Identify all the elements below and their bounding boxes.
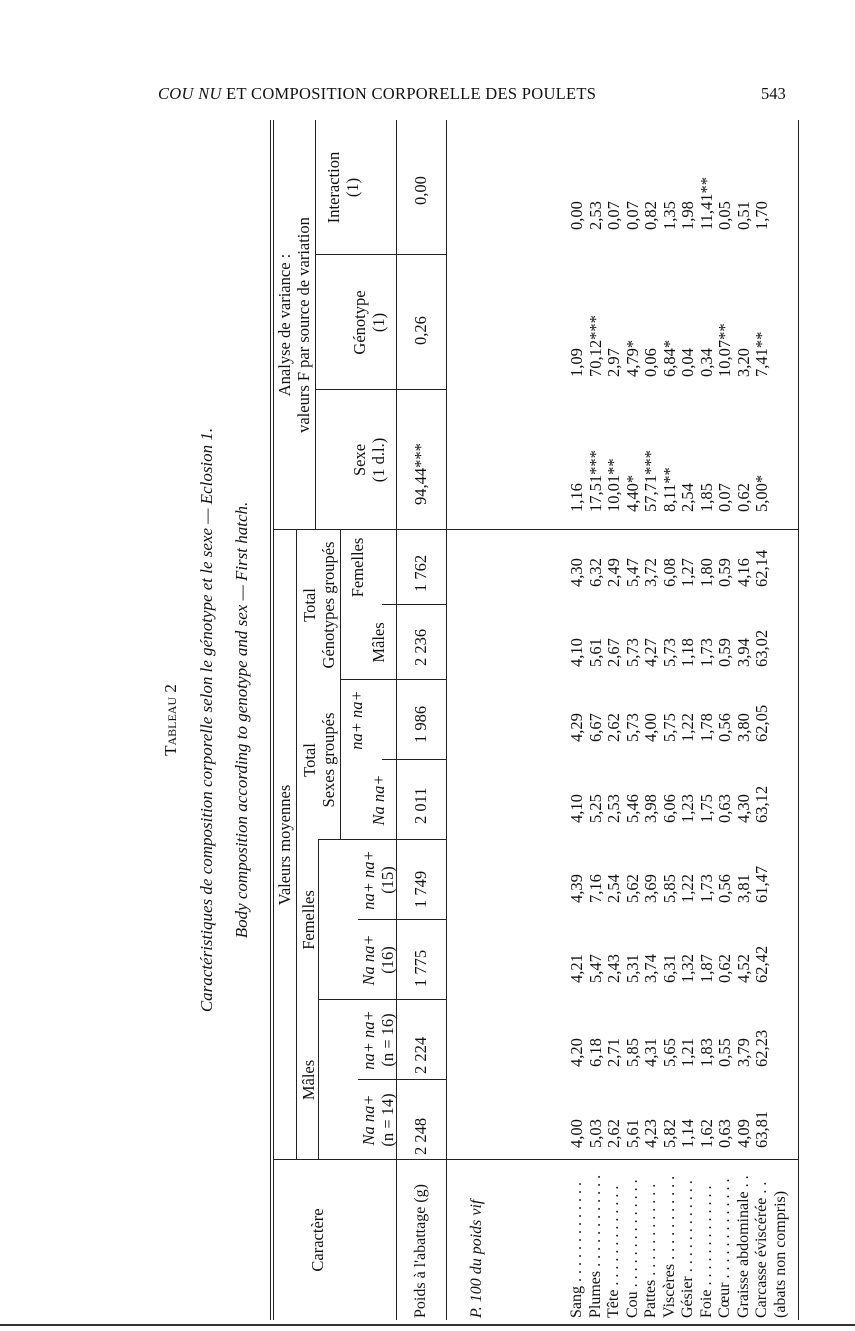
col-femelles-nana — [568, 946, 772, 983]
table-cell: 5,47 — [585, 954, 605, 983]
poids-value: 2 224 — [411, 1036, 430, 1074]
table-cell: 63,02 — [752, 629, 771, 667]
table-cell: 1,22 — [678, 874, 697, 903]
col-sexe-b: (1 d.l.) — [369, 437, 388, 483]
table-cell: 2,54 — [678, 483, 697, 512]
table-cell: 1,09 — [567, 348, 586, 377]
table-cell: 6,32 — [585, 558, 605, 587]
table-cell: 62,05 — [752, 704, 771, 742]
rule-valeurs — [296, 530, 297, 1160]
col-geno-a: Génotype — [350, 290, 369, 355]
table-cell: 5,31 — [622, 954, 642, 983]
header-total-geno-1: Total — [300, 588, 319, 622]
col-sexe-a: Sexe — [350, 443, 369, 477]
table-cell: 3,74 — [641, 954, 660, 983]
table-cell: 4,09 — [733, 1119, 753, 1148]
header-anova-2: valeurs F par source de variation — [294, 217, 313, 433]
table-cell: 4,16 — [733, 558, 753, 587]
poids-label: Poids à l'abattage (g) — [412, 1184, 429, 1318]
table-cell: 3,94 — [733, 638, 753, 667]
table-cell: 0,07 — [604, 201, 623, 230]
row-label: Foie . . . . . . . . . . . . . — [697, 1185, 715, 1318]
running-title-italic: COU NU — [158, 84, 222, 103]
table-cell: 5,73 — [622, 638, 642, 667]
col-ts2: na+ na+ — [347, 690, 366, 750]
table-cell: 3,80 — [733, 713, 753, 742]
col-total-sexes-nana2 — [568, 705, 772, 742]
table-cell: 0,07 — [715, 483, 734, 512]
vline-ts-sub — [382, 759, 446, 760]
header-males: Mâles — [299, 1059, 318, 1101]
col-m2-n: (n = 16) — [378, 1013, 397, 1067]
table-cell: 0,63 — [715, 794, 734, 823]
rule-totals — [340, 530, 341, 840]
table-cell: 5,62 — [622, 874, 642, 903]
page-bottom-rule — [0, 1324, 855, 1326]
table-cell: 5,85 — [622, 1038, 642, 1067]
rule-top — [270, 120, 271, 1320]
table-cell: 0,63 — [715, 1119, 734, 1148]
table-cell: 4,40* — [622, 474, 642, 512]
table-cell: 0,51 — [733, 201, 753, 230]
table-cell: 6,31 — [659, 954, 679, 983]
poids-value: 2 011 — [411, 787, 430, 824]
table-cell: 4,20 — [567, 1038, 586, 1067]
table-cell: 6,67 — [585, 713, 605, 742]
col-m1-n: (n = 14) — [378, 1093, 397, 1147]
col-geno-b: (1) — [369, 312, 388, 333]
table-cell: 4,21 — [567, 954, 586, 983]
table-cell: 62,42 — [752, 945, 771, 983]
table-cell: 1,23 — [678, 794, 697, 823]
table-cell: 57,71*** — [641, 450, 660, 512]
table-cell: 10,07** — [715, 323, 734, 377]
table-cell: 5,47 — [622, 558, 642, 587]
table-cell: 10,01** — [604, 458, 623, 512]
table-cell: 5,61 — [585, 638, 605, 667]
table-cell: 0,05 — [715, 201, 734, 230]
table-cell: 0,06 — [641, 348, 660, 377]
header-anova-1: Analyse de variance : — [275, 253, 294, 397]
row-label: Sang . . . . . . . . . . . . . — [568, 1182, 585, 1318]
rule-anova — [315, 120, 316, 530]
table-cell: 4,00 — [567, 1119, 586, 1148]
table-cell: 0,62 — [715, 954, 734, 983]
table-cell: 1,85 — [696, 483, 716, 512]
table-cell: 8,11** — [659, 467, 679, 512]
table-cell: 2,62 — [604, 1119, 623, 1148]
col-f2-genotype: na+ na+ — [359, 850, 378, 910]
rule-poids-bottom — [446, 120, 447, 1320]
table-cell: 2,43 — [604, 954, 623, 983]
table-cell: 3,81 — [733, 874, 753, 903]
table-cell: 4,23 — [641, 1119, 660, 1148]
poids-value: 1 762 — [411, 554, 430, 592]
table-cell: 5,46 — [622, 794, 642, 823]
table-cell: 0,62 — [733, 483, 753, 512]
table-cell: 0,56 — [715, 713, 734, 742]
table-cell: 5,73 — [622, 713, 642, 742]
col-total-geno-males — [568, 630, 772, 667]
table-cell: 0,82 — [641, 201, 660, 230]
table-cell: 4,30 — [733, 794, 753, 823]
table-cell: 4,00 — [641, 713, 660, 742]
table-cell: 1,73 — [696, 874, 716, 903]
row-label: Viscères . . . . . . . . . . . — [660, 1175, 678, 1318]
header-total-geno-2: Génotypes groupés — [319, 541, 338, 669]
table-cell: 0,00 — [567, 201, 586, 230]
rotated-table — [160, 120, 800, 1320]
poids-value: 2 248 — [411, 1117, 430, 1155]
table-cell: 0,59 — [715, 638, 734, 667]
table-cell: 5,61 — [622, 1119, 642, 1148]
table-cell: 1,62 — [696, 1119, 716, 1148]
col-f-sexe — [568, 450, 772, 512]
table-cell: 2,53 — [604, 794, 623, 823]
table-cell: 2,54 — [604, 874, 623, 903]
table-cell: 5,73 — [659, 638, 679, 667]
table-cell: 4,30 — [567, 558, 586, 587]
table-cell: 2,49 — [604, 558, 623, 587]
header-caractere: Caractère — [308, 1208, 327, 1272]
table-cell: 4,31 — [641, 1038, 660, 1067]
header-femelles: Femelles — [299, 890, 318, 950]
table-cell: 3,98 — [641, 794, 660, 823]
header-total-sexes-1: Total — [300, 743, 319, 777]
col-f1-n: (16) — [378, 946, 397, 974]
table-cell: 6,84* — [659, 339, 679, 377]
table-cell: 1,18 — [678, 638, 697, 667]
table-cell: 17,51*** — [585, 450, 605, 512]
vline-caractere — [273, 1159, 798, 1160]
col-tg2: Femelles — [348, 537, 367, 598]
row-label: Cou . . . . . . . . . . . . . . — [623, 1179, 641, 1318]
col-f-genotype — [568, 315, 772, 377]
table-cell: 6,18 — [585, 1038, 605, 1067]
table-label: Tableau 2 — [161, 684, 180, 756]
table-cell: 0,34 — [696, 348, 716, 377]
running-title — [158, 84, 596, 104]
table-cell: 5,03 — [585, 1119, 605, 1148]
poids-value: 2 236 — [411, 628, 430, 666]
poids-value: 1 986 — [411, 705, 430, 743]
col-males-nana2 — [568, 1030, 772, 1067]
table-cell: 6,08 — [659, 558, 679, 587]
col-f2-n: (15) — [378, 866, 397, 894]
col-f-interaction — [568, 177, 772, 230]
table-cell: 2,53 — [585, 201, 605, 230]
poids-value: 0,00 — [411, 176, 430, 205]
table-cell: 1,14 — [678, 1119, 697, 1148]
table-cell: 2,97 — [604, 348, 623, 377]
row-label: Cœur . . . . . . . . . . . . . — [716, 1178, 733, 1318]
rule-bottom — [798, 120, 799, 1320]
table-cell: 2,62 — [604, 713, 623, 742]
table-cell: 3,20 — [733, 348, 753, 377]
poids-value: 1 775 — [411, 949, 430, 987]
table-cell: 0,59 — [715, 558, 734, 587]
rule-top-2 — [273, 120, 274, 1320]
table-cell: 3,69 — [641, 874, 660, 903]
table-cell: 1,22 — [678, 713, 697, 742]
table-cell: 0,56 — [715, 874, 734, 903]
table-cell: 1,80 — [696, 558, 716, 587]
row-label: Gésier . . . . . . . . . . . . — [679, 1180, 696, 1318]
row-label: (abats non compris) — [771, 1190, 789, 1318]
table-cell: 2,71 — [604, 1038, 623, 1067]
table-cell: 1,21 — [678, 1038, 697, 1067]
col-femelles-nana2 — [568, 866, 772, 903]
table-cell: 5,75 — [659, 713, 679, 742]
table-cell: 1,27 — [678, 558, 697, 587]
col-m2-genotype: na+ na+ — [359, 1010, 378, 1070]
table-cell: 3,79 — [733, 1038, 753, 1067]
table-cell: 63,81 — [752, 1110, 771, 1148]
table-cell: 1,75 — [696, 794, 716, 823]
table-cell: 3,72 — [641, 558, 660, 587]
row-label: Tête . . . . . . . . . . . . . — [605, 1185, 622, 1318]
table-cell: 1,35 — [659, 201, 679, 230]
col-f1-genotype: Na na+ — [359, 934, 378, 986]
table-cell: 5,65 — [659, 1038, 679, 1067]
col-total-geno-femelles — [568, 550, 772, 587]
col-inter-a: Interaction — [324, 151, 343, 224]
table-cell: 5,25 — [585, 794, 605, 823]
vline-tg-sub — [382, 604, 446, 605]
caption-en: Body composition according to genotype and sex — First hatch. — [232, 501, 251, 939]
table-cell: 4,29 — [567, 713, 586, 742]
table-cell: 7,41** — [752, 331, 771, 377]
col-ts1: Na na+ — [369, 774, 388, 826]
table-cell: 4,10 — [567, 794, 586, 823]
row-label: Plumes . . . . . . . . . . . . — [586, 1174, 604, 1318]
table-cell: 62,23 — [752, 1029, 771, 1067]
table-cell: 70,12*** — [585, 315, 605, 377]
table-cell: 1,16 — [567, 483, 586, 512]
table-cell: 62,14 — [752, 549, 771, 587]
table-cell: 6,06 — [659, 794, 679, 823]
poids-value: 0,26 — [411, 316, 430, 345]
table-cell: 1,83 — [696, 1038, 716, 1067]
col-inter-b: (1) — [343, 177, 362, 198]
table-cell: 1,70 — [752, 201, 771, 230]
table-cell: 0,07 — [622, 201, 642, 230]
running-title-rest: ET COMPOSITION CORPORELLE DES POULETS — [226, 84, 597, 103]
page-number: 543 — [761, 84, 786, 103]
row-label: Graisse abdominale . . — [734, 1175, 752, 1318]
table-cell: 1,78 — [696, 713, 716, 742]
table-cell: 5,00* — [752, 474, 771, 512]
table-cell: 1,32 — [678, 954, 697, 983]
table-cell: 63,12 — [752, 785, 771, 823]
rule-males-femelles — [318, 840, 319, 1160]
col-tg1: Mâles — [369, 622, 388, 663]
poids-value: 94,44*** — [411, 443, 430, 505]
table-cell: 4,10 — [567, 638, 586, 667]
poids-value: 1 749 — [411, 870, 430, 908]
col-males-nana — [568, 1111, 772, 1148]
table-cell: 7,16 — [585, 874, 605, 903]
row-label: Pattes . . . . . . . . . . . . — [642, 1183, 659, 1318]
table-cell: 0,04 — [678, 348, 697, 377]
table-cell: 1,98 — [678, 201, 697, 230]
table-cell: 61,47 — [752, 865, 771, 903]
caption-fr: Caractéristiques de composition corporelle selon le génotype et le sexe — Eclosion 1. — [197, 427, 216, 1013]
table-cell: 4,27 — [641, 638, 660, 667]
col-m1-genotype: Na na+ — [359, 1094, 378, 1146]
col-total-sexes-nana — [568, 786, 772, 823]
table-cell: 4,79* — [622, 339, 642, 377]
table-cell: 1,73 — [696, 638, 716, 667]
section-label: P. 100 du poids vif — [468, 1199, 485, 1318]
row-label: Carcasse éviscérée . . — [753, 1181, 770, 1318]
header-total-sexes-2: Sexes groupés — [319, 712, 338, 808]
table-cell: 11,41** — [696, 176, 716, 230]
header-valeurs-moyennes: Valeurs moyennes — [275, 784, 294, 906]
table-cell: 2,67 — [604, 638, 623, 667]
table-cell: 1,87 — [696, 954, 716, 983]
table-cell: 0,55 — [715, 1038, 734, 1067]
table-cell: 4,52 — [733, 954, 753, 983]
table-cell: 4,39 — [567, 874, 586, 903]
running-head — [0, 76, 855, 110]
table-cell: 5,82 — [659, 1119, 679, 1148]
table-cell: 5,85 — [659, 874, 679, 903]
